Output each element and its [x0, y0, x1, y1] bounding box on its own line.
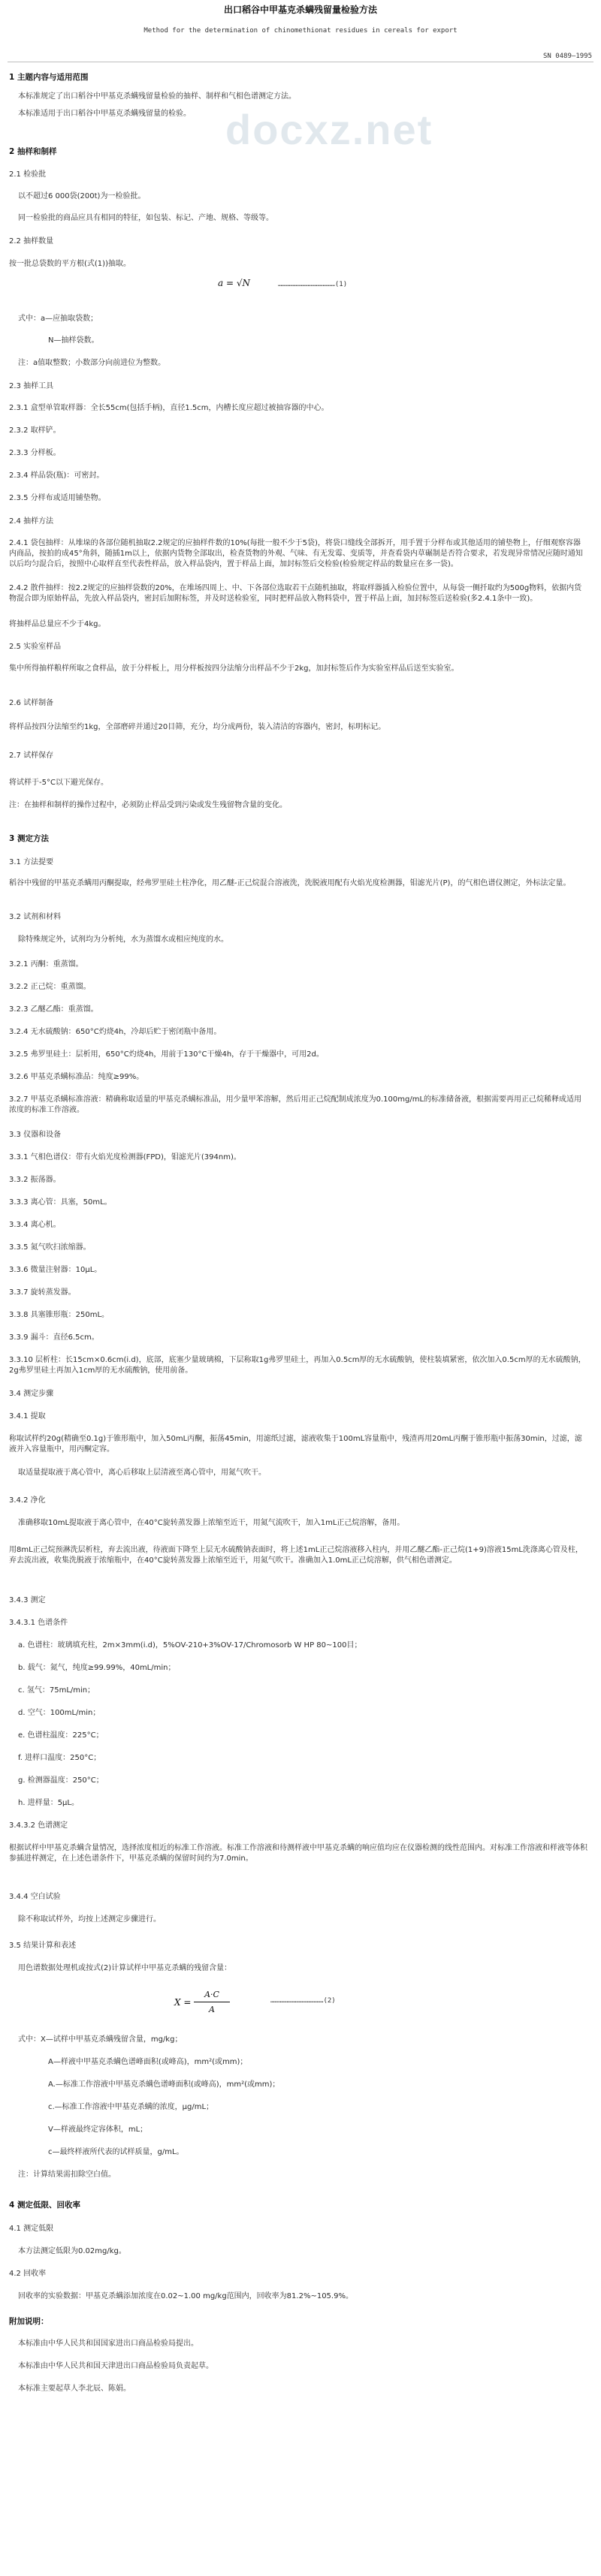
list-item: 3.3.6 微量注射器：10μL。 — [9, 1266, 102, 1274]
paragraph: 取适量提取液于离心管中，离心后移取上层清液至离心管中，用氮气吹干。 — [18, 1469, 266, 1477]
paragraph: 2.3.3 分样板。 — [9, 449, 61, 457]
section-heading: 1 主题内容与适用范围 — [9, 73, 89, 82]
paragraph: 本标准适用于出口稻谷中甲基克杀螨残留量的检验。 — [18, 110, 191, 118]
subsection-heading: 3.4.4 空白试验 — [9, 1893, 61, 1901]
subsection-heading: 3.1 方法提要 — [9, 858, 54, 866]
note: 注：计算结果需扣除空白值。 — [18, 2171, 116, 2179]
list-item: 3.3.9 漏斗：直径6.5cm。 — [9, 1333, 99, 1342]
subsection-heading: 2.4 抽样方法 — [9, 517, 54, 526]
subsection-heading: 3.4 测定步骤 — [9, 1390, 54, 1398]
subsection-heading: 2.6 试样制备 — [9, 699, 54, 707]
list-item: 3.3.10 层析柱：长15cm×0.6cm(i.d)，底部，底塞少量玻璃棉，下层称取1g弗罗里硅土，再加入0.5cm厚的无水硫酸钠，使柱装填紧密，依次加入0.5cm厚的无水硫酸钠，2g弗罗里硅土再加入1cm厚的无水硫酸钠，使用前备。 — [9, 1356, 586, 1375]
paragraph: 本标准由中华人民共和国天津进出口商品检验局负责起草。 — [18, 2362, 213, 2370]
section-heading: 3 测定方法 — [9, 834, 49, 843]
list-item: 3.2.7 甲基克杀螨标准溶液：精确称取适量的甲基克杀螨标准品，用少量甲苯溶解，然后用正己烷配制成浓度为0.100mg/mL的标准储备液，根据需要再用正己烷稀释成适用浓度的标准工作溶液。 — [9, 1095, 582, 1114]
paragraph: 集中所得抽样粮样所取之食样品，放于分样板上，用分样板按四分法缩分出样品不少于2kg，加封标签后作为实验室样品后送至实验室。 — [9, 664, 459, 673]
paragraph: 准确移取10mL提取液于离心管中，在40°C旋转蒸发器上浓缩至近干，用氮气流吹干，加入1mL正己烷溶解，备用。 — [18, 1519, 405, 1527]
paragraph: 式中：a—应抽取袋数； — [18, 315, 98, 323]
list-item: g. 检测器温度：250°C； — [18, 1776, 104, 1785]
list-item: 3.3.5 氮气吹扫浓缩器。 — [9, 1243, 91, 1252]
subsection-heading: 3.4.3 测定 — [9, 1596, 46, 1604]
paragraph: 本标准由中华人民共和国国家进出口商品检验局提出。 — [18, 2339, 198, 2348]
paragraph: 将试样于-5°C以下避光保存。 — [9, 779, 108, 787]
paragraph: 按一批总袋数的平方根(式(1))抽取。 — [9, 260, 131, 268]
definition: c—最终样液所代表的试样质量，g/mL。 — [48, 2148, 184, 2156]
section-heading: 2 抽样和制样 — [9, 147, 57, 156]
formula-1: a = √N — [218, 278, 250, 288]
subsection-heading: 3.4.3.2 色谱测定 — [9, 1821, 68, 1830]
list-item: 3.3.2 振荡器。 — [9, 1176, 61, 1184]
subsection-heading: 2.1 检验批 — [9, 170, 47, 179]
subsection-heading: 3.4.1 提取 — [9, 1412, 46, 1421]
subsection-heading: 2.7 试样保存 — [9, 752, 54, 760]
list-item: 3.2.3 乙醚乙酯：重蒸馏。 — [9, 1005, 98, 1014]
list-item: b. 载气：氮气，纯度≥99.99%，40mL/min； — [18, 1664, 176, 1672]
list-item: h. 进样量：5μL。 — [18, 1799, 79, 1807]
list-item: 3.3.3 离心管：具塞，50mL。 — [9, 1198, 112, 1207]
paragraph: 用色谱数据处理机或按式(2)计算试样中甲基克杀螨的残留含量： — [18, 1964, 232, 1972]
list-item: c. 氢气：75mL/min； — [18, 1686, 95, 1695]
list-item: 3.3.4 离心机。 — [9, 1221, 61, 1229]
subsection-heading: 3.5 结果计算和表述 — [9, 1942, 77, 1950]
paragraph: 2.4.1 袋包抽样：从堆垛的各部位随机抽取2.2规定的应抽样件数的10%(每批一般不少于5袋)，将袋口缝线全部拆开，用手置于分样布或其他适用的铺垫物上，仔细观察容器内商品，按拍的成45°角斜，随插1m以上，依据内货物全部取出，检查货物的外观、气味、有无发霉、变质等，并查看袋内草碾制是否符合要求，若发现异常情况应随时通知以后均匀混合后，按照中心取样直至代表性样品，放入样品袋内，置于样品上面，加封标签后交检验(检验规定样品的数量应在多一袋)。 — [9, 539, 583, 568]
paragraph: 将样品按四分法缩至约1kg，全部磨碎并通过20目筛，充分，均分成两份，装入清洁的容器内，密封，标明标记。 — [9, 723, 386, 731]
subsection-heading: 4.2 回收率 — [9, 2270, 47, 2278]
paragraph: 2.3.2 取样铲。 — [9, 426, 61, 435]
note: 注：在抽样和制样的操作过程中，必须防止样品受到污染或发生残留物含量的变化。 — [9, 801, 287, 809]
list-item: 3.2.5 弗罗里硅土：层析用，650°C灼烧4h，用前于130°C干燥4h，存于干燥器中，可用2d。 — [9, 1050, 324, 1059]
list-item: 3.3.1 气相色谱仪：带有火焰光度检测器(FPD)，钼滤光片(394nm)。 — [9, 1153, 241, 1161]
paragraph: 根据试样中甲基克杀螨含量情况，选择浓度相近的标准工作溶液。标准工作溶液和待测样液中甲基克杀螨的响应值均应在仪器检测的线性范围内。对标准工作溶液和样液等体积参插进样测定，在上述色谱条件下，甲基克杀螨的保留时间约为7.0min。 — [9, 1844, 587, 1863]
paragraph: 除不称取试样外，均按上述测定步骤进行。 — [18, 1915, 161, 1924]
list-item: e. 色谱柱温度：225°C； — [18, 1731, 104, 1740]
subsection-heading: 3.2 试剂和材料 — [9, 913, 62, 921]
paragraph: 2.3.1 盒型单管取样器：全长55cm(包括手柄)，直径1.5cm，内槽长度应超过被抽容器的中心。 — [9, 404, 329, 412]
subsection-heading: 3.4.3.1 色谱条件 — [9, 1619, 68, 1627]
paragraph: 稻谷中残留的甲基克杀螨用丙酮提取，经弗罗里硅土柱净化，用乙醚-正己烷混合溶液洗，洗脱液用配有火焰光度检测器，钼滤光片(P)，的气相色谱仪测定，外标法定量。 — [9, 879, 571, 887]
paragraph: N—抽样袋数。 — [48, 336, 99, 345]
note: 注：a值取整数；小数部分向前进位为整数。 — [18, 359, 166, 367]
list-item: 3.2.1 丙酮：重蒸馏。 — [9, 960, 83, 969]
subsection-heading: 3.4.2 净化 — [9, 1496, 46, 1505]
subsection-heading: 3.3 仪器和设备 — [9, 1131, 62, 1139]
formula-2-denominator: A — [209, 2005, 215, 2014]
document-subtitle: Method for the determination of chinomethionat residues in cereals for export — [143, 27, 458, 35]
paragraph: 本方法测定低限为0.02mg/kg。 — [18, 2247, 126, 2255]
formula-2-lhs: X = — [174, 1997, 192, 2008]
list-item: 3.3.7 旋转蒸发器。 — [9, 1288, 76, 1297]
paragraph: 将抽样品总量应不少于4kg。 — [9, 620, 106, 628]
paragraph: 2.4.2 散件抽样：按2.2规定的应抽样袋数的20%，在堆场四周上、中、下各部位选取若干点随机抽取，将取样器插入检验位置中，从每袋一侧扦取约为500g物料，依据内货物混合即为原始样品，先放入样品袋内，密封后加附标签，并及时送检验室，同时把样品放入物料袋中，置于样品上面，加封标签后送检验(多2.4.1条中一致)。 — [9, 584, 582, 603]
subsection-heading: 2.5 实验室样品 — [9, 643, 62, 651]
paragraph: 2.3.4 样品袋(瓶)：可密封。 — [9, 472, 104, 480]
list-item: 3.3.8 具塞锥形瓶：250mL。 — [9, 1311, 110, 1319]
formula-2-number: …………………………………(2) — [270, 1997, 336, 2005]
standard-number: SN 0489—1995 — [542, 53, 592, 60]
formula-2-numerator: A·C — [204, 1990, 219, 1999]
definition: 式中：X—试样中甲基克杀螨残留含量，mg/kg； — [18, 2035, 183, 2044]
definition: c.—标准工作溶液中甲基克杀螨的浓度，μg/mL； — [48, 2103, 214, 2111]
watermark: docxz.net — [225, 106, 433, 153]
list-item: 3.2.6 甲基克杀螨标准品：纯度≥99%。 — [9, 1073, 144, 1081]
paragraph: 用8mL正己烷预淋洗层析柱，弃去流出液，待液面下降至上层无水硫酸钠表面时，将上述1mL正己烷溶液移入柱内，并用乙醚乙酯-正己烷(1+9)溶液15mL洗涤离心管及柱，弃去流出液，收集洗脱液于浓缩瓶中，在40°C旋转蒸发器上浓缩至近干，用氮气吹干。准确加入1.0mL正己烷溶解，供气相色谱测定。 — [9, 1546, 583, 1565]
paragraph: 以不超过6 000袋(200t)为一检验批。 — [18, 192, 146, 200]
definition: A.—标准工作溶液中甲基克杀螨色谱峰面积(或峰高)，mm²(或mm)； — [48, 2080, 280, 2089]
paragraph: 本标准主要起草人李北辰、陈娟。 — [18, 2385, 131, 2393]
formula-1-number: ……………………………………(1) — [278, 281, 348, 288]
definition: V—样液最终定容体积，mL； — [48, 2126, 148, 2134]
subsection-heading: 4.1 测定低限 — [9, 2225, 54, 2233]
paragraph: 本标准规定了出口稻谷中甲基克杀螨残留量检验的抽样、制样和气相色谱测定方法。 — [18, 92, 296, 101]
list-item: d. 空气：100mL/min； — [18, 1709, 101, 1717]
list-item: f. 进样口温度：250°C； — [18, 1754, 101, 1762]
paragraph: 2.3.5 分样布或适用铺垫物。 — [9, 494, 106, 502]
list-item: 3.2.4 无水硫酸钠：650°C灼烧4h，冷却后贮于密闭瓶中备用。 — [9, 1028, 222, 1036]
subsection-heading: 2.3 抽样工具 — [9, 382, 54, 390]
paragraph: 除特殊规定外，试剂均为分析纯，水为蒸馏水或相应纯度的水。 — [18, 935, 228, 944]
additional-notes-heading: 附加说明： — [9, 2317, 49, 2326]
paragraph: 同一检验批的商品应具有相同的特征，如包装、标记、产地、规格、等级等。 — [18, 214, 273, 222]
list-item: 3.2.2 正己烷：重蒸馏。 — [9, 983, 91, 991]
subsection-heading: 2.2 抽样数量 — [9, 237, 54, 246]
definition: A—样液中甲基克杀螨色谱峰面积(或峰高)，mm²(或mm)； — [48, 2058, 248, 2066]
paragraph: 称取试样约20g(精确至0.1g)于锥形瓶中，加入50mL丙酮，振荡45min，用滤纸过滤，滤液收集于100mL容量瓶中，残渣再用20mL丙酮于锥形瓶中振荡30min，过滤，滤液并入容量瓶中，用丙酮定容。 — [9, 1435, 582, 1454]
section-heading: 4 测定低限、回收率 — [9, 2201, 80, 2210]
paragraph: 回收率的实验数据：甲基克杀螨添加浓度在0.02~1.00 mg/kg范围内，回收率为81.2%~105.9%。 — [18, 2292, 353, 2300]
document-title: 出口稻谷中甲基克杀螨残留量检验方法 — [223, 5, 377, 15]
list-item: a. 色谱柱：玻璃填充柱，2m×3mm(i.d)，5%OV-210+3%OV-17/Chromosorb W HP 80~100目； — [18, 1641, 362, 1650]
